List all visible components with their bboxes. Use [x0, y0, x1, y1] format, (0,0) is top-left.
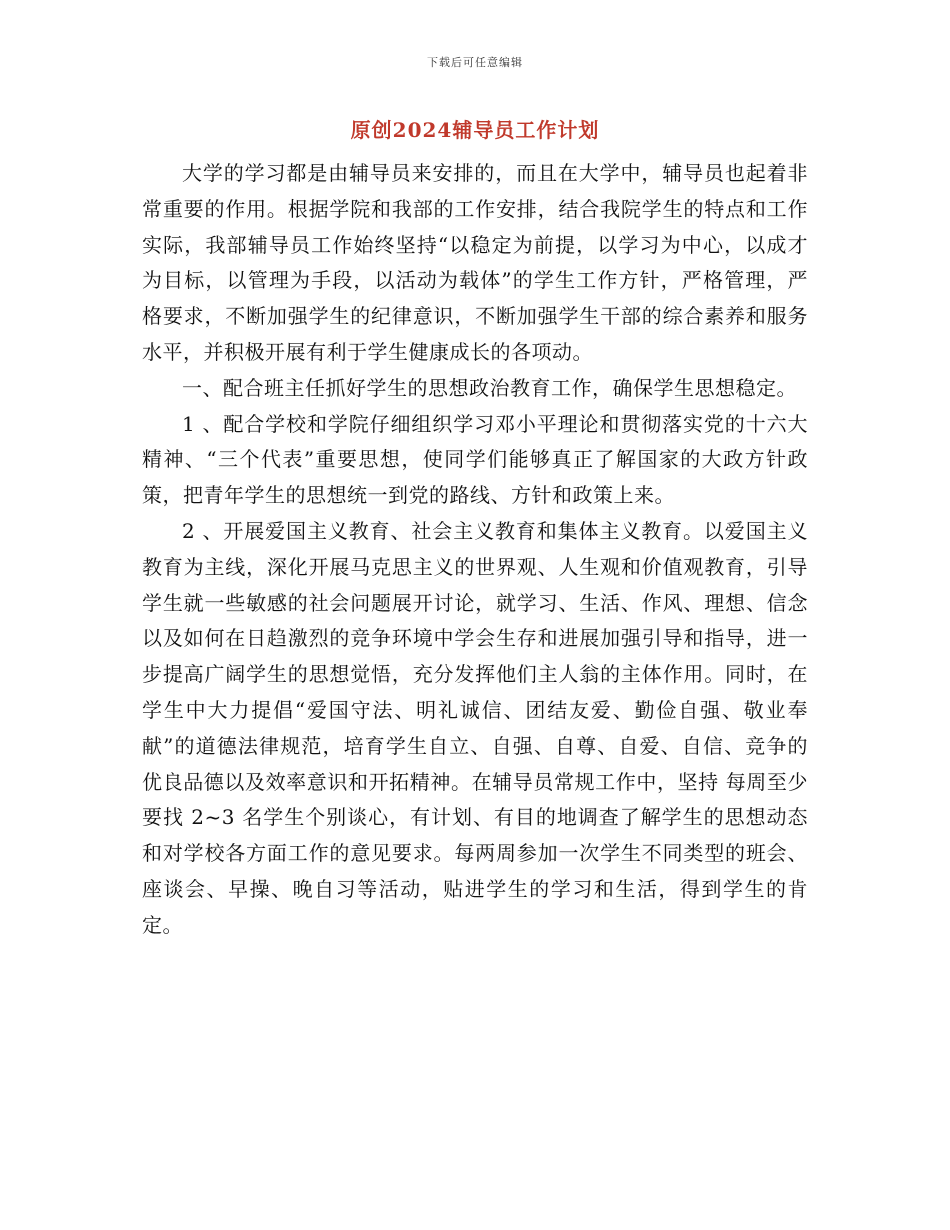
paragraph-item-1: 1 、配合学校和学院仔细组织学习邓小平理论和贯彻落实党的十六大精神、“三个代表”重要思想，使同学们能够真正了解国家的大政方针政策，把青年学生的思想统一到党的路线、方针和政策上来。 — [142, 411, 808, 508]
paragraph-intro: 大学的学习都是由辅导员来安排的，而且在大学中，辅导员也起着非常重要的作用。根据学院和我部的工作安排，结合我院学生的特点和工作实际，我部辅导员工作始终坚持“以稳定为前提，以学习为中心，以成才为目标，以管理为手段，以活动为载体”的学生工作方针，严格管理，严格要求，不断加强学生的纪律意识，不断加强学生干部的综合素养和服务水平，并积极开展有利于学生健康成长的各项动。 — [142, 161, 808, 364]
document-title: 原创2024辅导员工作计划 — [350, 118, 600, 142]
document-body — [142, 156, 808, 944]
paragraph-item-2: 2 、开展爱国主义教育、社会主义教育和集体主义教育。以爱国主义教育为主线，深化开展马克思主义的世界观、人生观和价值观教育，引导学生就一些敏感的社会问题展开讨论，就学习、生活、作风、理想、信念以及如何在日趋激烈的竞争环境中学会生存和进展加强引导和指导，进一步提高广阔学生的思想觉悟，充分发挥他们主人翁的主体作用。同时，在学生中大力提倡“爱国守法、明礼诚信、团结友爱、勤俭自强、敬业奉献”的道德法律规范，培育学生自立、自强、自尊、自爱、自信、竞争的优良品德以及效率意识和开拓精神。在辅导员常规工作中，坚持 每周至少要找 2~3 名学生个别谈心，有计划、有目的地调查了解学生的思想动态和对学校各方面工作的意见要求。每两周参加一次学生不同类型的班会、座谈会、早操、晚自习等活动，贴进学生的学习和生活，得到学生的肯定。 — [142, 518, 808, 937]
paragraph-section-heading: 一、配合班主任抓好学生的思想政治教育工作，确保学生思想稳定。 — [182, 375, 797, 400]
header-note: 下载后可任意编辑 — [427, 56, 523, 69]
